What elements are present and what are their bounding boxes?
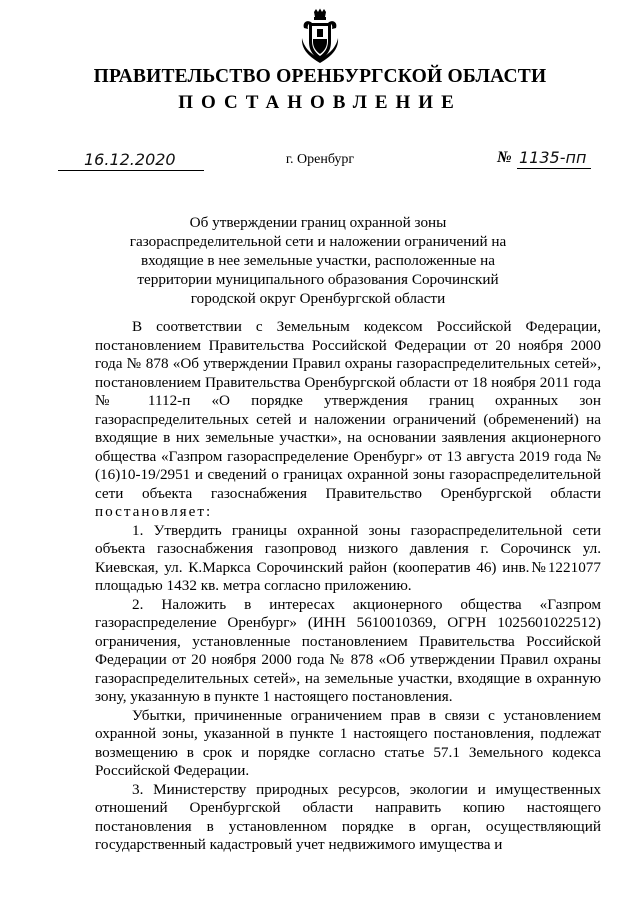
document-body [95,318,601,855]
preamble-text: В соответствии с Земельным кодексом Российской Федерации, постановлением Правительства Российской Федерации от 20 ноября 2000 года № 878 «Об утверждении Правил охраны газораспределительных сетей», постановлением Правительства Оренбургской области от 18 ноября 2011 года № 1112-п «О порядке утверждения границ охранных зон газораспределительных сетей и наложении ограничений (обременений) на входящие в них земельные участки», на основании заявления акционерного общества «Газпром газораспределение Оренбург» от 13 августа 2019 года № (16)10-19/2951 и сведений о границах охранной зоны газораспределительной сети объекта газоснабжения Правительство Оренбургской области [95,318,601,502]
document-city: г. Оренбург [285,152,355,167]
document-number: 1135-пп [519,148,587,167]
item-2-paragraph: 2. Наложить в интересах акционерного общества «Газпром газораспределение Оренбург» (ИНН 5610010369, ОГРН 1025601022512) ограничения, установленные постановлением Правительства Российской Федерации от 20 ноября 2000 года № 878 «Об утверждении Правил охраны газораспределительных сетей», на земельные участки, входящие в охранную зону, указанную в пункте 1 настоящего постановления. [95,595,601,705]
preamble-paragraph [95,318,601,522]
date-underline [58,170,204,171]
item-3-paragraph: 3. Министерству природных ресурсов, экологии и имущественных отношений Оренбургской области направить копию настоящего постановления в установленном порядке в орган, осуществляющий государственный кадастровый учет недвижимого имущества и [95,780,601,853]
item-1-paragraph: 1. Утвердить границы охранной зоны газораспределительной сети объекта газоснабжения газопровод низкого давления г. Сорочинск ул. Киевская, ул. К.Маркса Сорочинский район (кооператив 46) инв.№1221077 площадью 1432 кв. метра согласно приложению. [95,521,601,594]
losses-paragraph: Убытки, причиненные ограничением прав в связи с установлением охранной зоны, указанной в пункте 1 настоящего постановления, подлежат возмещению в срок и порядке согласно статье 57.1 Земельного кодекса Российской Федерации. [95,706,601,779]
document-subject: Об утверждении границ охранной зоны газораспределительной сети и наложении ограничений на входящие в нее земельные участки, расположенные на территории муниципального образования Сорочинский городской округ Оренбургской области [129,214,507,307]
number-sign: № [497,149,512,166]
number-underline [517,168,591,169]
document-type-title: ПОСТАНОВЛЕНИЕ [178,92,462,113]
coat-of-arms-emblem [300,8,340,64]
government-title: ПРАВИТЕЛЬСТВО ОРЕНБУРГСКОЙ ОБЛАСТИ [93,66,547,87]
document-date: 16.12.2020 [84,150,176,169]
resolves-word: постановляет: [95,503,213,520]
document-number-field [497,148,591,169]
